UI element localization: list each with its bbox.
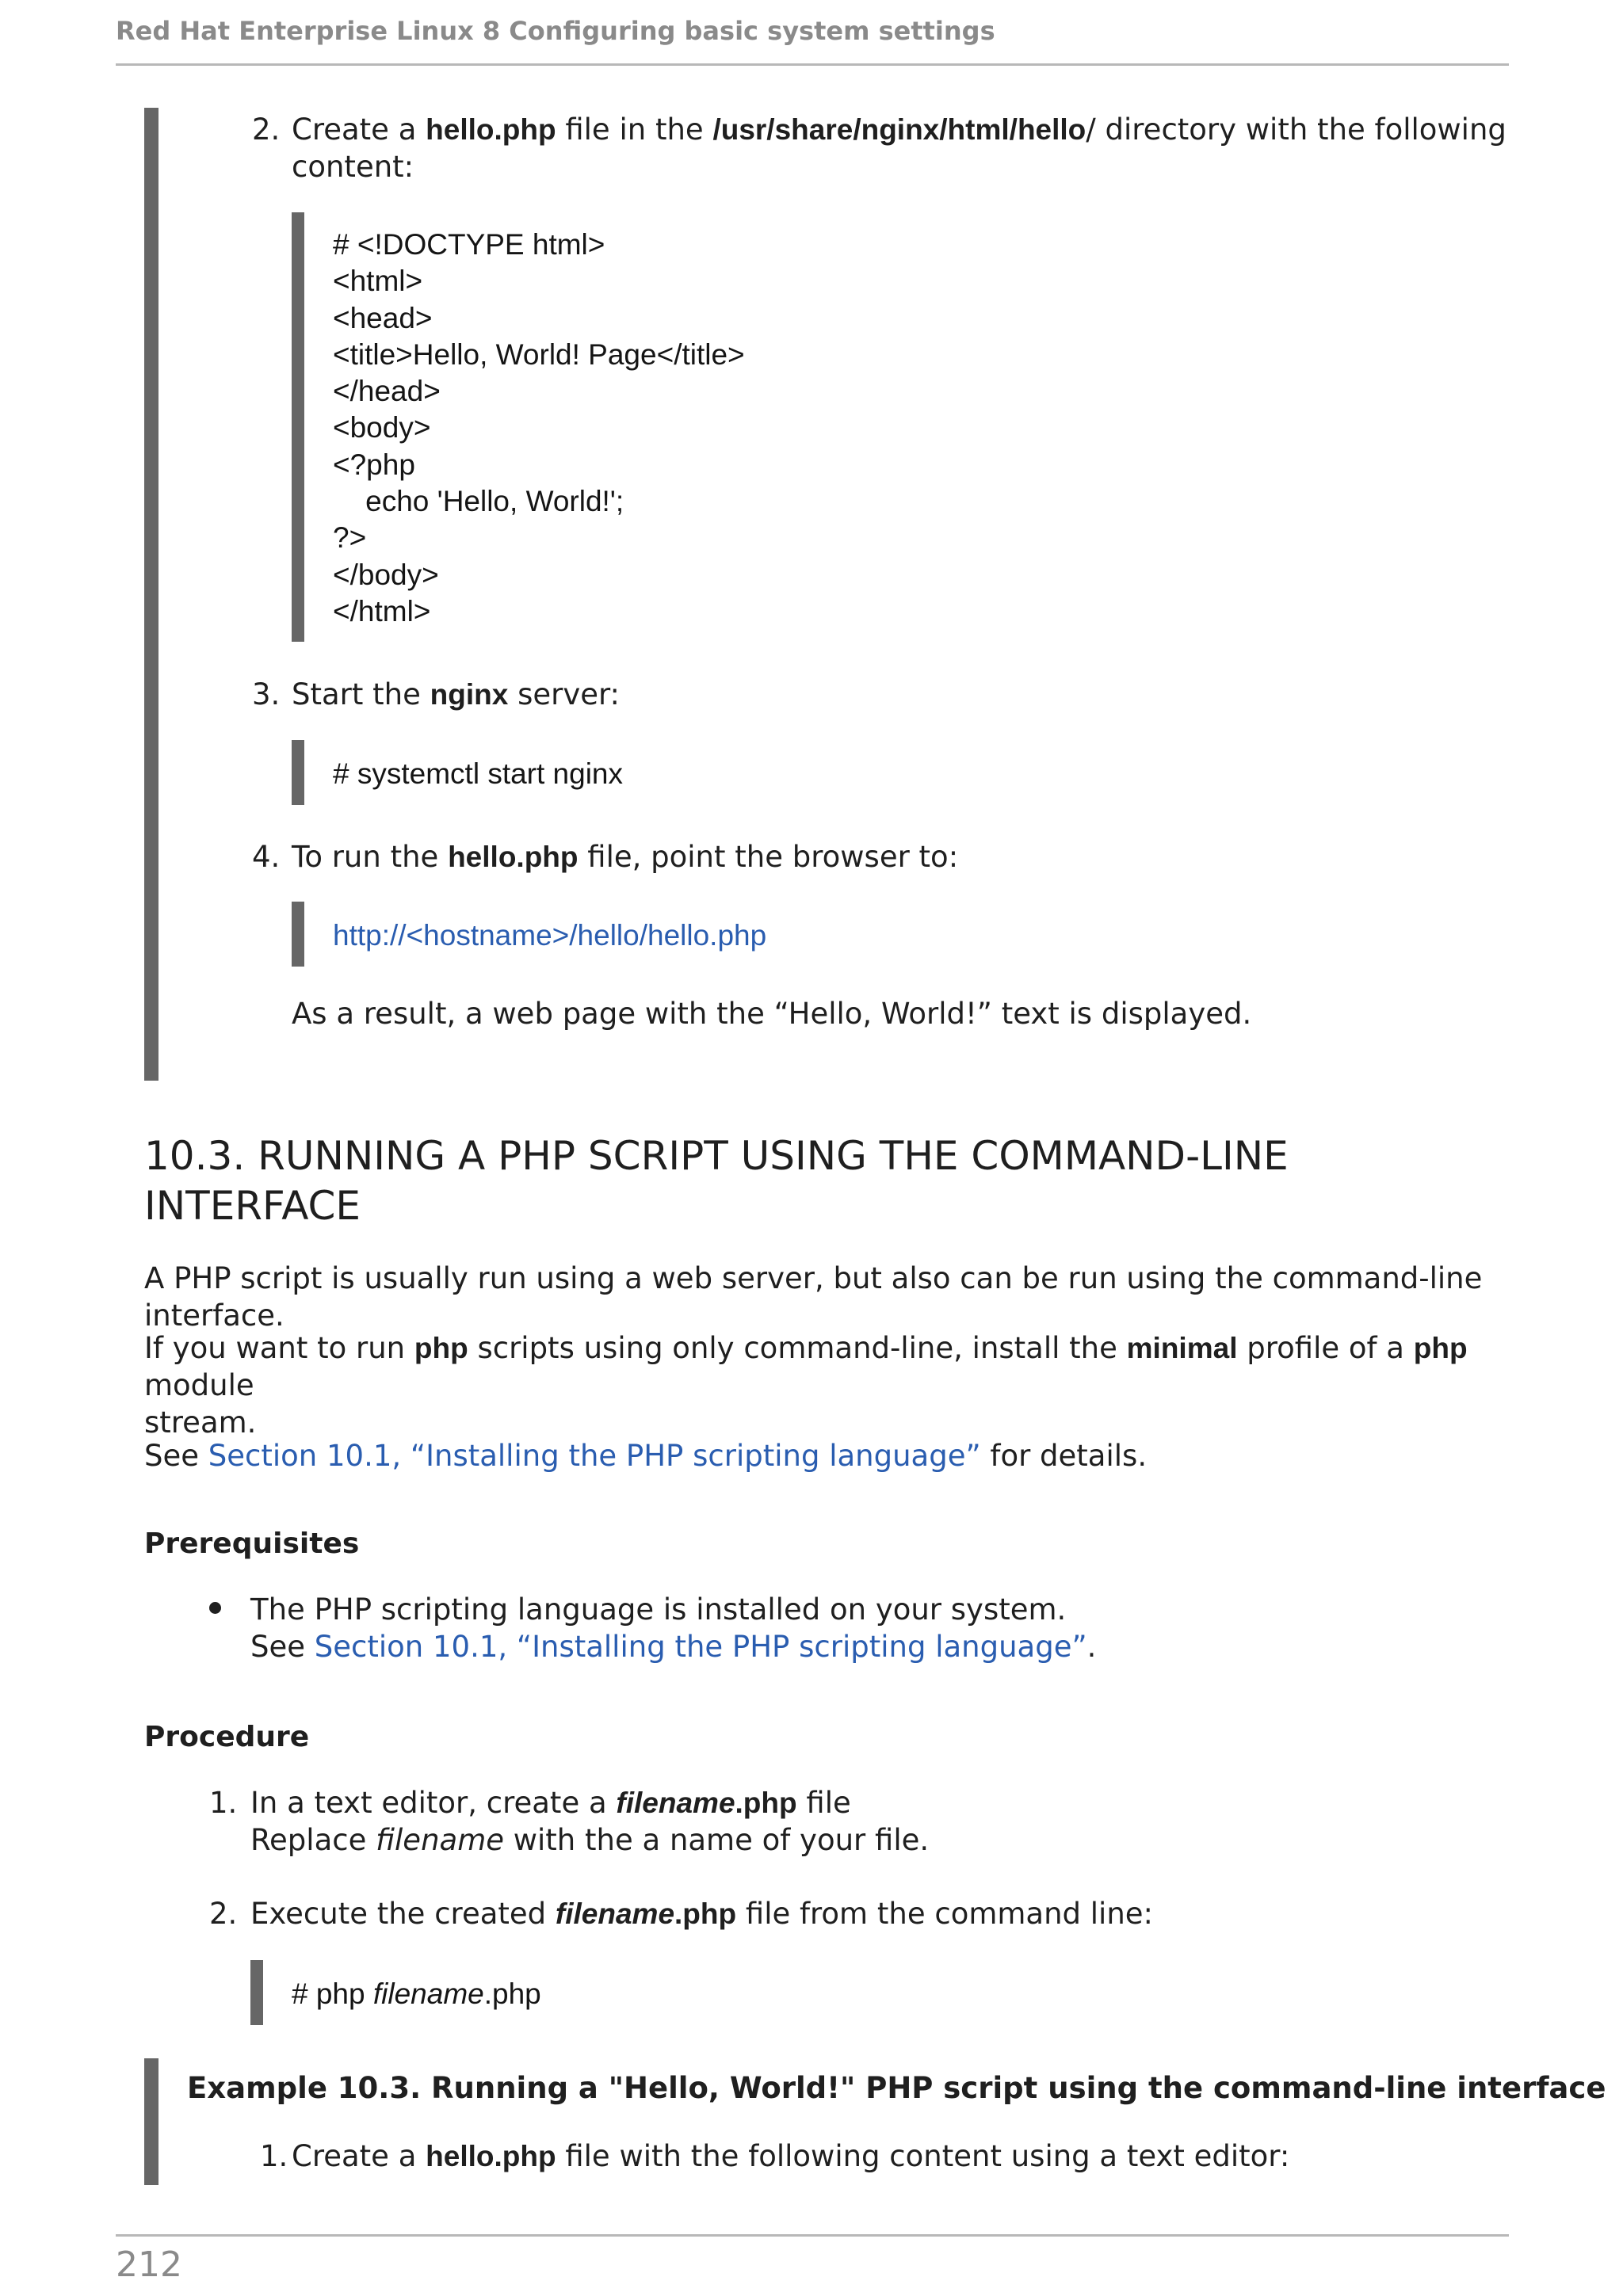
code-block-bar: [250, 1960, 263, 2025]
step-3-number: 3.: [252, 677, 281, 711]
procedure-heading: Procedure: [144, 1721, 310, 1753]
php-cli-code-block: # php filename.php: [292, 1978, 541, 2010]
bullet-icon: [209, 1602, 221, 1614]
systemctl-code-block: # systemctl start nginx: [333, 757, 624, 790]
html-code-block: # <!DOCTYPE html> <html> <head> <title>Hello, World! Page</title> </head> <body> <?php echo 'Hello, World!'; ?> </body> </html>: [333, 228, 745, 627]
procedure-step-2-number: 2.: [209, 1897, 238, 1931]
step-3-text: Start the nginx server:: [292, 677, 621, 711]
see-paragraph: See Section 10.1, “Installing the PHP scripting language” for details.: [144, 1439, 1148, 1473]
procedure-step-1-text: In a text editor, create a filename.php file Replace filename with the a name of your file.: [250, 1786, 930, 1857]
example-sidebar: [144, 2058, 158, 2185]
step-2-text: Create a hello.php file in the /usr/share/nginx/html/hello/ directory with the following content:: [292, 113, 1507, 184]
example-step-1-number: 1.: [260, 2139, 288, 2173]
page-footer: [116, 2234, 1509, 2285]
procedure-step-2-text: Execute the created filename.php file from the command line:: [250, 1897, 1154, 1931]
step-4-number: 4.: [252, 840, 281, 874]
section-heading: 10.3. RUNNING A PHP SCRIPT USING THE COMMAND-LINE INTERFACE: [144, 1133, 1289, 1229]
prerequisites-heading: Prerequisites: [144, 1527, 360, 1560]
hello-url-link[interactable]: http://<hostname>/hello/hello.php: [333, 919, 767, 952]
document-title: Red Hat Enterprise Linux 8 Configuring basic system settings: [116, 16, 995, 46]
step-2-number: 2.: [252, 113, 281, 147]
prerequisite-item: The PHP scripting language is installed on your system. See Section 10.1, “Installing the PHP scripting language”.: [250, 1592, 1097, 1664]
section-10-1-link[interactable]: Section 10.1, “Installing the PHP scripting language”: [208, 1439, 981, 1473]
example-title: Example 10.3. Running a "Hello, World!" PHP script using the command-line interface: [187, 2071, 1606, 2105]
intro-paragraph: A PHP script is usually run using a web server, but also can be run using the command-line interface.: [144, 1261, 1483, 1333]
result-text: As a result, a web page with the “Hello, World!” text is displayed.: [292, 997, 1252, 1031]
install-paragraph: If you want to run php scripts using only command-line, install the minimal profile of a php module stream.: [144, 1331, 1468, 1440]
block-sidebar: [144, 108, 158, 1081]
page-header: [116, 16, 1509, 66]
code-block-bar: [292, 740, 304, 805]
code-block-bar: [292, 902, 304, 967]
example-step-1-text: Create a hello.php file with the following content using a text editor:: [292, 2139, 1290, 2173]
step-4-text: To run the hello.php file, point the browser to:: [292, 840, 959, 874]
section-10-1-link[interactable]: Section 10.1, “Installing the PHP scripting language”: [314, 1630, 1087, 1664]
code-block-bar: [292, 212, 304, 642]
procedure-step-1-number: 1.: [209, 1786, 238, 1820]
page-number: 212: [116, 2245, 182, 2285]
